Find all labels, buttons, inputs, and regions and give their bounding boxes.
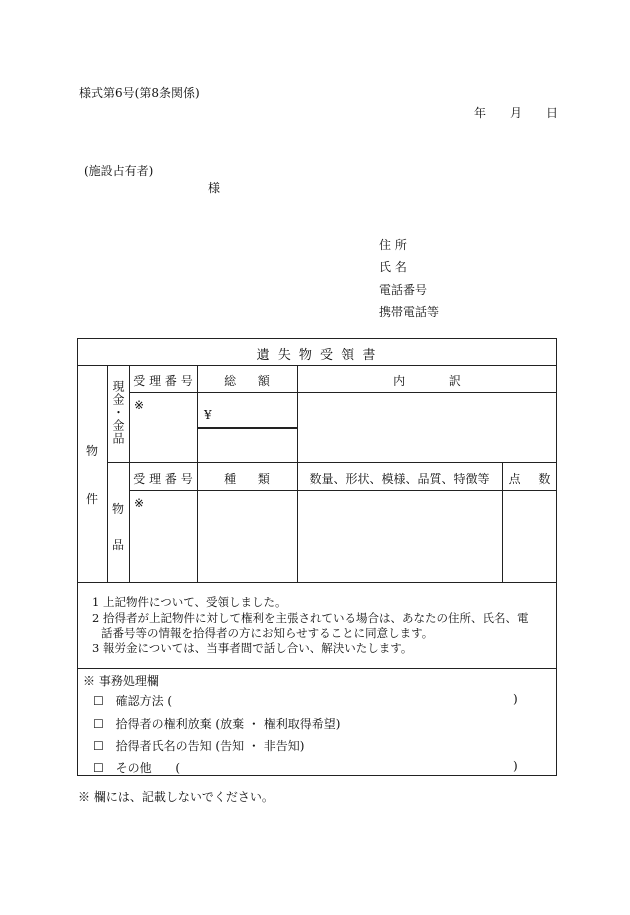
date-month-label: 月 <box>510 106 523 120</box>
goods-category-label-bottom: 品 <box>111 538 124 552</box>
other-label: その他 ( <box>115 761 181 775</box>
cash-details-header: 内 訳 <box>393 374 461 388</box>
address-field-label: 住 所 <box>379 238 407 252</box>
note-2a: 2 拾得者が上記物件に対して権利を主張されている場合は、あなたの住所、氏名、電 <box>92 611 529 625</box>
total-amount-underline <box>198 427 297 429</box>
check-other[interactable] <box>93 759 180 776</box>
goods-header-divider <box>129 490 557 491</box>
cash-header-divider <box>129 392 557 393</box>
name-disclosure-label: 拾得者氏名の告知 (告知 ・ 非告知) <box>115 739 305 753</box>
date-year-label: 年 <box>474 106 487 120</box>
mobile-field-label: 携帯電話等 <box>379 305 440 319</box>
date-day-label: 日 <box>546 106 559 120</box>
notes-office-divider <box>77 668 557 669</box>
checkbox-icon[interactable]: ☐ <box>93 761 104 775</box>
items-notes-divider <box>77 582 557 583</box>
office-processing-title: ※ 事務処理欄 <box>83 674 159 688</box>
note-2b: 話番号等の情報を拾得者の方にお知らせすることに同意します。 <box>101 626 434 640</box>
receipt-form-table <box>77 338 557 776</box>
footer-note: ※ 欄には、記載しないでください。 <box>78 790 274 804</box>
note-3: 3 報労金については、当事者間で話し合い、解決いたします。 <box>92 641 413 655</box>
goods-receipt-no-header: 受 理 番 号 <box>133 472 193 486</box>
checkbox-icon[interactable]: ☐ <box>93 739 104 753</box>
form-number: 様式第6号(第8条関係) <box>79 86 200 100</box>
cash-goods-divider <box>107 462 557 463</box>
goods-kind-header: 種 類 <box>224 472 270 486</box>
name-field-label: 氏 名 <box>379 260 407 274</box>
goods-receipt-mark: ※ <box>134 496 145 510</box>
goods-count-header: 点 数 <box>508 472 551 486</box>
phone-field-label: 電話番号 <box>379 283 428 297</box>
cash-receipt-mark: ※ <box>134 398 145 412</box>
confirmation-method-close: ) <box>513 692 518 706</box>
check-confirmation-method[interactable] <box>93 692 172 709</box>
property-label-bottom: 件 <box>85 492 98 506</box>
title-row-divider <box>77 365 557 366</box>
cash-total-header: 総 額 <box>224 374 270 388</box>
goods-description-header: 数量、形状、模様、品質、特徴等 <box>309 472 490 486</box>
facility-occupant-label: (施設占有者) <box>84 164 154 178</box>
note-1: 1 上記物件について、受領しました。 <box>92 595 287 609</box>
table-border <box>77 338 557 776</box>
checkbox-icon[interactable]: ☐ <box>93 694 104 708</box>
goods-category-label-top: 物 <box>111 502 124 516</box>
property-label-top: 物 <box>85 444 98 458</box>
cash-goods-category-label: 現金・金品 <box>111 380 125 445</box>
yen-symbol: ¥ <box>204 408 212 422</box>
cash-receipt-no-header: 受 理 番 号 <box>133 374 193 388</box>
checkbox-icon[interactable]: ☐ <box>93 717 104 731</box>
check-rights-waiver[interactable] <box>93 715 340 732</box>
confirmation-method-label: 確認方法 ( <box>115 694 173 708</box>
addressee-honorific: 様 <box>208 181 221 195</box>
check-name-disclosure[interactable] <box>93 737 304 754</box>
rights-waiver-label: 拾得者の権利放棄 (放棄 ・ 権利取得希望) <box>115 717 341 731</box>
form-title: 遺 失 物 受 領 書 <box>256 348 378 363</box>
other-close: ) <box>513 759 518 773</box>
